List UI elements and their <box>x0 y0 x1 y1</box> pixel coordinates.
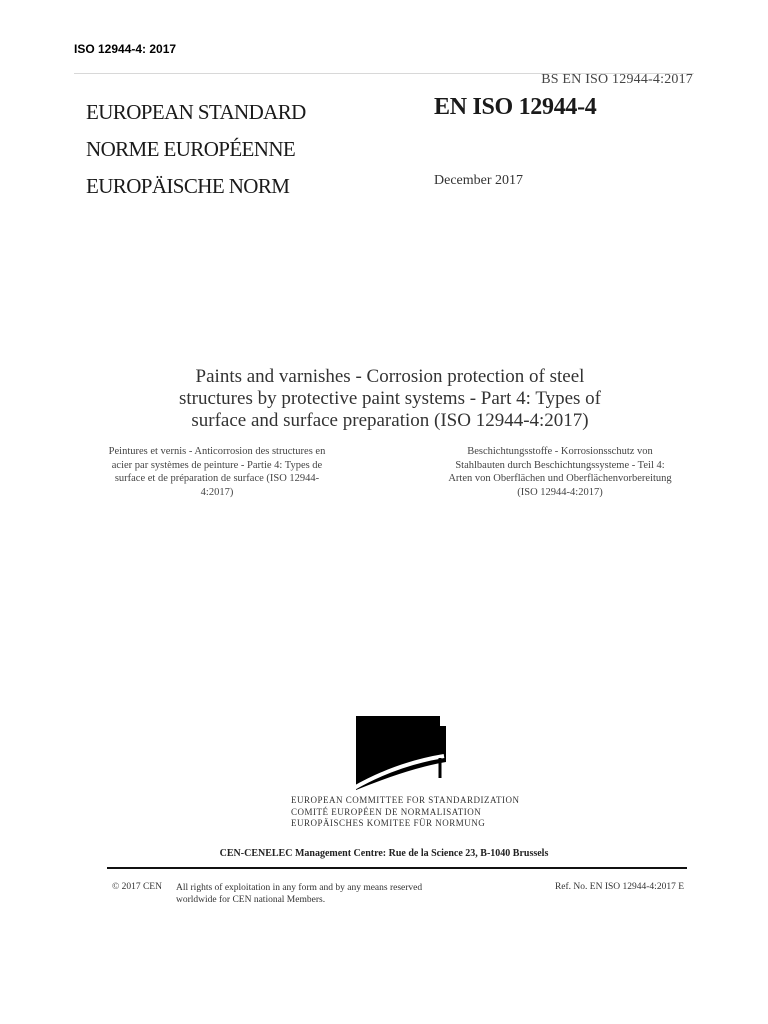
committee-name-fr: COMITÉ EUROPÉEN DE NORMALISATION <box>291 806 482 817</box>
title-de-line: Arten von Oberflächen und Oberflächenvorbereitung <box>448 473 672 484</box>
committee-name-en: EUROPEAN COMMITTEE FOR STANDARDIZATION <box>291 795 520 805</box>
title-de-line: (ISO 12944-4:2017) <box>517 486 603 498</box>
bs-reference: BS EN ISO 12944-4:2017 <box>541 72 693 87</box>
footer-divider <box>107 867 687 869</box>
management-centre: CEN-CENELEC Management Centre: Rue de la Science 23, B-1040 Brussels <box>219 848 549 859</box>
standard-number: EN ISO 12944-4 <box>434 94 597 120</box>
reference-number: Ref. No. EN ISO 12944-4:2017 E <box>554 882 684 892</box>
title-fr-line: surface et de préparation de surface (ISO 12944- <box>114 473 320 484</box>
document-header: ISO 12944-4: 2017 <box>74 42 177 56</box>
title-de-line: Beschichtungsstoffe - Korrosionsschutz von <box>467 446 653 457</box>
standard-name-en: EUROPEAN STANDARD <box>86 100 306 124</box>
title-line: structures by protective paint systems - Part 4: Types of <box>178 388 602 409</box>
rights-statement <box>176 882 476 906</box>
title-de-line: Stahlbauten durch Beschichtungssysteme - Teil 4: <box>455 459 665 471</box>
title-fr-line: 4:2017) <box>200 486 234 498</box>
standard-names <box>86 94 306 205</box>
document-title <box>130 366 650 432</box>
rights-line: All rights of exploitation in any form and by any means reserved <box>176 883 423 893</box>
title-fr-line: acier par systèmes de peinture - Partie 4: Types de <box>111 459 323 471</box>
rights-line: worldwide for CEN national Members. <box>176 895 326 905</box>
title-french <box>82 445 352 499</box>
title-german <box>425 445 695 499</box>
committee-names <box>291 795 520 830</box>
standard-name-de: EUROPÄISCHE NORM <box>86 174 290 198</box>
publication-date: December 2017 <box>434 173 524 188</box>
title-line: Paints and varnishes - Corrosion protection of steel <box>195 366 585 387</box>
committee-name-de: EUROPÄISCHES KOMITEE FÜR NORMUNG <box>291 818 486 828</box>
standard-name-fr: NORME EUROPÉENNE <box>86 137 296 161</box>
title-fr-line: Peintures et vernis - Anticorrosion des structures en <box>108 446 326 457</box>
cen-logo-icon <box>350 716 446 790</box>
copyright: © 2017 CEN <box>112 882 162 892</box>
title-line: surface and surface preparation (ISO 12944-4:2017) <box>191 410 589 431</box>
